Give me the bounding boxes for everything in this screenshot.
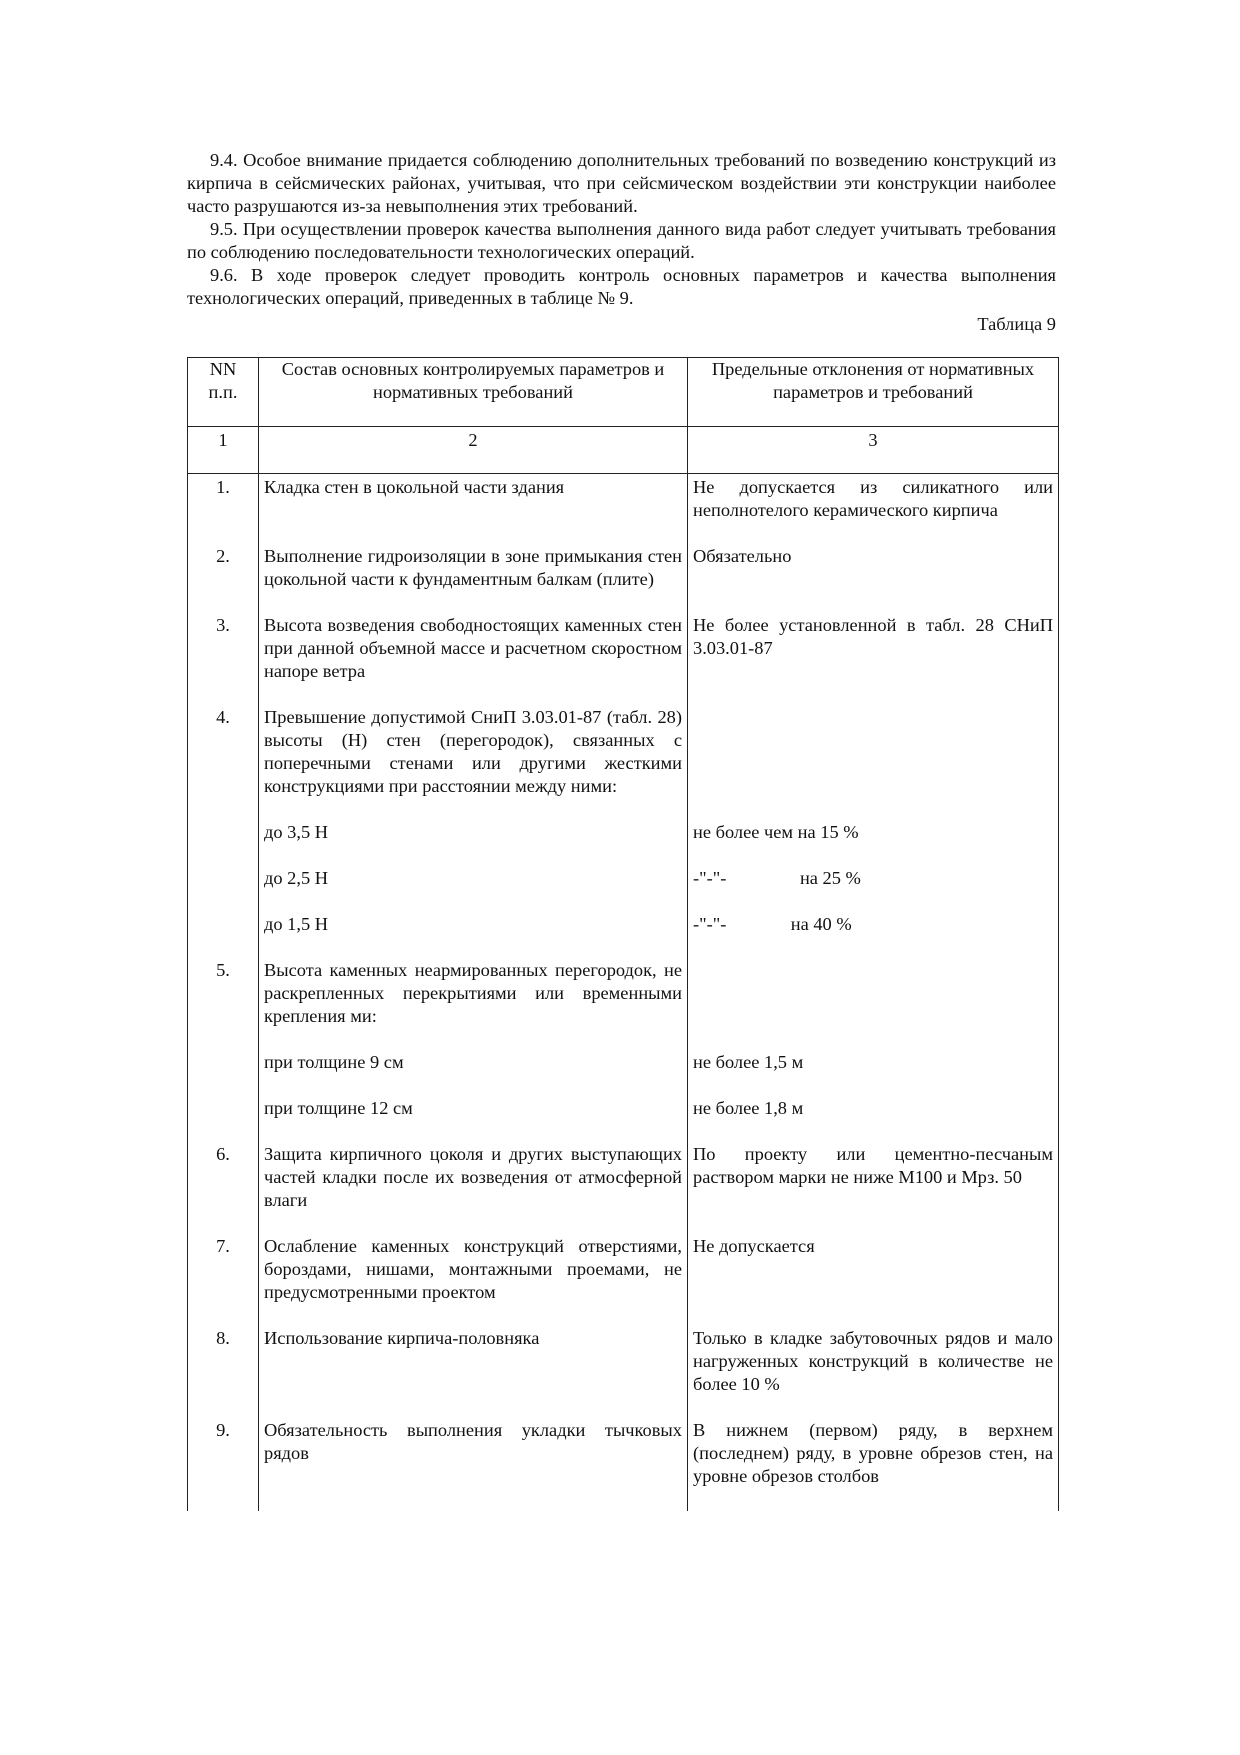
paragraph-9-5: 9.5. При осуществлении проверок качества выполнения данного вида работ следует учитывать требования по соблюдению последовательности технологических операций. (187, 219, 1056, 262)
table-row (188, 821, 1059, 844)
spacer-cell (688, 890, 1059, 913)
row-limit: -"-"- на 25 % (688, 867, 1059, 890)
spacer-cell (688, 683, 1059, 706)
header-number: NN п.п. (188, 358, 259, 427)
spacer-cell (688, 798, 1059, 821)
table-row (188, 474, 1059, 523)
row-number: 5. (188, 959, 259, 1028)
spacer-cell (688, 522, 1059, 545)
row-number: 7. (188, 1235, 259, 1304)
column-number-3: 3 (688, 427, 1059, 474)
row-limit: не более 1,8 м (688, 1097, 1059, 1120)
row-number (188, 913, 259, 936)
row-limit: Обязательно (688, 545, 1059, 591)
spacer-cell (259, 798, 688, 821)
row-limit: не более чем на 15 % (688, 821, 1059, 844)
row-spacer (188, 798, 1059, 821)
row-limit: -"-"- на 40 % (688, 913, 1059, 936)
table-header-row (188, 358, 1059, 427)
column-number-2: 2 (259, 427, 688, 474)
row-limit: Не допускается из силикатного или неполнотелого керамического кирпича (688, 474, 1059, 523)
row-number (188, 867, 259, 890)
spacer-cell (259, 522, 688, 545)
row-parameter: Превышение допустимой СниП 3.03.01-87 (табл. 28) высоты (Н) стен (перегородок), связанных с поперечными стенами или другими жесткими конструкциями при расстоянии между ними: (259, 706, 688, 798)
spacer-cell (259, 683, 688, 706)
row-spacer (188, 1074, 1059, 1097)
row-parameter: Использование кирпича-половняка (259, 1327, 688, 1396)
spacer-cell (188, 1396, 259, 1419)
spacer-cell (188, 1074, 259, 1097)
paragraph-9-4: 9.4. Особое внимание придается соблюдению дополнительных требований по возведению конструкций из кирпича в сейсмических районах, учитывая, что при сейсмическом воздействии эти конструкции наиболее часто разрушаются из-за невыполнения этих требований. (187, 150, 1056, 216)
table-row (188, 1097, 1059, 1120)
table-row (188, 1327, 1059, 1396)
spacer-cell (688, 1488, 1059, 1511)
row-spacer (188, 591, 1059, 614)
column-number-1: 1 (188, 427, 259, 474)
row-parameter: при толщине 9 см (259, 1051, 688, 1074)
spacer-cell (188, 1120, 259, 1143)
spacer-cell (188, 844, 259, 867)
row-limit: Только в кладке забутовочных рядов и мало нагруженных конструкций в количестве не более 10 % (688, 1327, 1059, 1396)
spacer-cell (259, 1304, 688, 1327)
row-parameter: до 2,5 Н (259, 867, 688, 890)
spacer-cell (688, 1120, 1059, 1143)
spacer-cell (259, 1074, 688, 1097)
spacer-cell (259, 1120, 688, 1143)
row-number: 1. (188, 474, 259, 523)
row-spacer (188, 1028, 1059, 1051)
row-number: 9. (188, 1419, 259, 1488)
spacer-cell (688, 844, 1059, 867)
header-deviations: Предельные отклонения от нормативных параметров и требований (688, 358, 1059, 427)
spacer-cell (259, 1028, 688, 1051)
row-parameter: до 3,5 Н (259, 821, 688, 844)
row-number (188, 1051, 259, 1074)
spacer-cell (688, 1212, 1059, 1235)
row-limit: По проекту или цементно-песчаным раствором марки не ниже М100 и Мрз. 50 (688, 1143, 1059, 1212)
row-spacer (188, 844, 1059, 867)
row-spacer (188, 1396, 1059, 1419)
row-spacer (188, 1120, 1059, 1143)
row-parameter: Ослабление каменных конструкций отверстиями, бороздами, нишами, монтажными проемами, не предусмотренными проектом (259, 1235, 688, 1304)
spacer-cell (188, 798, 259, 821)
row-parameter: Защита кирпичного цоколя и других выступающих частей кладки после их возведения от атмосферной влаги (259, 1143, 688, 1212)
table-row (188, 1419, 1059, 1488)
spacer-cell (688, 1074, 1059, 1097)
row-spacer (188, 890, 1059, 913)
table-row (188, 1051, 1059, 1074)
spacer-cell (259, 591, 688, 614)
row-limit (688, 706, 1059, 798)
row-number: 4. (188, 706, 259, 798)
spacer-cell (688, 1304, 1059, 1327)
row-spacer (188, 1488, 1059, 1511)
table-row (188, 1143, 1059, 1212)
spacer-cell (688, 936, 1059, 959)
table-row (188, 614, 1059, 683)
row-spacer (188, 936, 1059, 959)
table-row (188, 913, 1059, 936)
row-number (188, 821, 259, 844)
row-parameter: Высота возведения свободностоящих каменных стен при данной объемной массе и расчетном скоростном напоре ветра (259, 614, 688, 683)
spacer-cell (259, 1212, 688, 1235)
row-spacer (188, 1304, 1059, 1327)
row-limit: Не допускается (688, 1235, 1059, 1304)
row-spacer (188, 1212, 1059, 1235)
row-number: 8. (188, 1327, 259, 1396)
spacer-cell (259, 844, 688, 867)
header-parameters: Состав основных контролируемых параметров и нормативных требований (259, 358, 688, 427)
row-number: 6. (188, 1143, 259, 1212)
spacer-cell (259, 890, 688, 913)
document-page (187, 149, 1058, 1486)
spacer-cell (188, 1028, 259, 1051)
table-caption: Таблица 9 (977, 314, 1056, 334)
row-limit: не более 1,5 м (688, 1051, 1059, 1074)
row-parameter: Выполнение гидроизоляции в зоне примыкания стен цокольной части к фундаментным балкам (плите) (259, 545, 688, 591)
row-number: 3. (188, 614, 259, 683)
row-parameter: Обязательность выполнения укладки тычковых рядов (259, 1419, 688, 1488)
spacer-cell (688, 1028, 1059, 1051)
spacer-cell (188, 1304, 259, 1327)
spacer-cell (259, 936, 688, 959)
row-parameter: при толщине 12 см (259, 1097, 688, 1120)
spacer-cell (188, 683, 259, 706)
spacer-cell (259, 1396, 688, 1419)
spacer-cell (188, 936, 259, 959)
row-number (188, 1097, 259, 1120)
row-parameter: Высота каменных неармированных перегородок, не раскрепленных перекрытиями или временными крепления ми: (259, 959, 688, 1028)
row-spacer (188, 683, 1059, 706)
spacer-cell (188, 522, 259, 545)
requirements-table (187, 357, 1059, 1511)
spacer-cell (688, 591, 1059, 614)
table-row (188, 706, 1059, 798)
spacer-cell (188, 591, 259, 614)
table-row (188, 545, 1059, 591)
row-parameter: Кладка стен в цокольной части здания (259, 474, 688, 523)
row-spacer (188, 522, 1059, 545)
row-limit: В нижнем (первом) ряду, в верхнем (последнем) ряду, в уровне обрезов стен, на уровне обрезов столбов (688, 1419, 1059, 1488)
row-number: 2. (188, 545, 259, 591)
spacer-cell (688, 1396, 1059, 1419)
row-parameter: до 1,5 Н (259, 913, 688, 936)
row-limit: Не более установленной в табл. 28 СНиП 3.03.01-87 (688, 614, 1059, 683)
spacer-cell (188, 890, 259, 913)
table-row (188, 959, 1059, 1028)
spacer-cell (259, 1488, 688, 1511)
spacer-cell (188, 1488, 259, 1511)
column-numbers-row (188, 427, 1059, 474)
table-row (188, 867, 1059, 890)
spacer-cell (188, 1212, 259, 1235)
paragraph-9-6: 9.6. В ходе проверок следует проводить контроль основных параметров и качества выполнения технологических операций, приведенных в таблице № 9. (187, 265, 1056, 308)
row-limit (688, 959, 1059, 1028)
table-row (188, 1235, 1059, 1304)
